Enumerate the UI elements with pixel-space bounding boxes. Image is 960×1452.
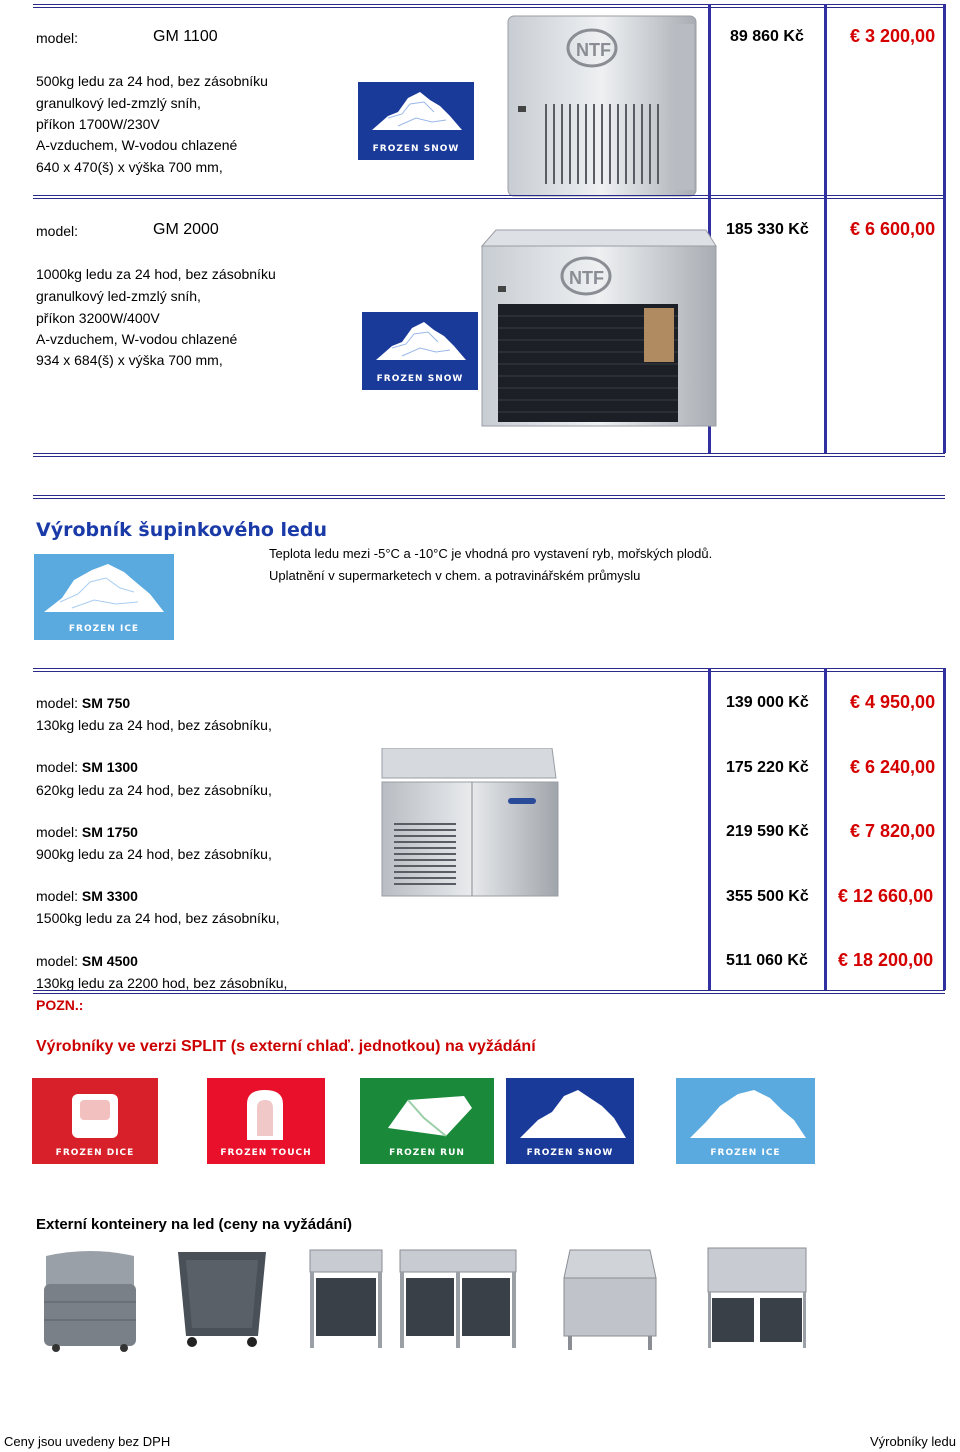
footer-left: Ceny jsou uvedeny bez DPH [4, 1434, 171, 1449]
container-bin-image [40, 1246, 140, 1357]
price-eur: € 12 660,00 [838, 886, 934, 906]
sm-model-desc: 900kg ledu za 24 hod, bez zásobníku, [36, 846, 272, 862]
svg-text:NTF: NTF [569, 268, 604, 288]
note-label: POZN.: [36, 997, 84, 1013]
logo-label: FROZEN DICE [55, 1148, 135, 1158]
section-title: Výrobník šupinkového ledu [36, 519, 328, 541]
row-divider [33, 453, 945, 457]
frozen-snow-logo [506, 1078, 634, 1164]
spec-line: 1000kg ledu za 24 hod, bez zásobníku [36, 266, 276, 282]
row-divider [33, 195, 945, 199]
sm-machine-image [376, 748, 566, 903]
sm-model-row: model: SM 1750 [36, 824, 138, 840]
price-czk: 511 060 Kč [726, 952, 808, 969]
footer-right: Výrobníky ledu [870, 1434, 956, 1449]
sm-model-row: model: SM 3300 [36, 888, 138, 904]
column-divider [943, 4, 946, 195]
flake-desc: Uplatnění v supermarketech v chem. a potravinářském průmyslu [269, 568, 641, 583]
sm-model-row: model: SM 1300 [36, 759, 138, 775]
frozen-snow-logo [358, 82, 474, 160]
container-large-stand-image [704, 1246, 810, 1355]
container-storage-bin-image [560, 1246, 660, 1357]
containers-title: Externí konteinery na led (ceny na vyžádání) [36, 1216, 352, 1233]
logo-label: FROZEN ICE [68, 624, 140, 634]
frozen-dice-logo [32, 1078, 158, 1164]
price-czk: 355 500 Kč [726, 888, 809, 905]
flake-desc: Teplota ledu mezi -5°C a -10°C je vhodná pro vystavení ryb, mořských plodů. [269, 546, 713, 561]
spec-line: A-vzduchem, W-vodou chlazené [36, 331, 238, 347]
container-double-stand-image [396, 1246, 520, 1355]
container-stand-image [306, 1246, 386, 1355]
column-divider [824, 668, 827, 990]
sm-model-desc: 130kg ledu za 24 hod, bez zásobníku, [36, 717, 272, 733]
price-czk: 175 220 Kč [726, 759, 809, 776]
price-eur: € 3 200,00 [850, 26, 936, 46]
sm-model-desc: 620kg ledu za 24 hod, bez zásobníku, [36, 782, 272, 798]
spec-line: 500kg ledu za 24 hod, bez zásobníku [36, 73, 268, 89]
column-divider [824, 195, 827, 453]
sm-model-desc: 130kg ledu za 2200 hod, bez zásobníku, [36, 975, 288, 991]
model-label: model: [36, 30, 79, 46]
container-cart-image [172, 1246, 272, 1355]
split-title: Výrobníky ve verzi SPLIT (s externí chlaď. jednotkou) na vyžádání [36, 1038, 536, 1055]
logo-label: FROZEN SNOW [526, 1148, 614, 1158]
frozen-ice-logo [676, 1078, 815, 1164]
section-divider [33, 668, 945, 672]
frozen-run-logo [360, 1078, 494, 1164]
price-eur: € 18 200,00 [838, 950, 934, 970]
svg-text:NTF: NTF [576, 40, 611, 60]
model-name: GM 1100 [153, 28, 218, 45]
sm-model-desc: 1500kg ledu za 24 hod, bez zásobníku, [36, 910, 280, 926]
spec-line: granulkový led-zmzlý sníh, [36, 288, 201, 304]
logo-label: FROZEN SNOW [372, 144, 460, 154]
column-divider [943, 195, 946, 453]
logo-label: FROZEN SNOW [376, 374, 464, 384]
gm2000-machine-image [478, 226, 718, 437]
price-czk: 139 000 Kč [726, 694, 809, 711]
model-label: model: [36, 223, 79, 239]
column-divider [824, 4, 827, 195]
gm1100-machine-image [506, 14, 700, 205]
section-divider [33, 495, 945, 499]
price-eur: € 4 950,00 [850, 692, 936, 712]
column-divider [708, 668, 711, 990]
spec-line: A-vzduchem, W-vodou chlazené [36, 137, 238, 153]
frozen-touch-logo [207, 1078, 325, 1164]
model-name: GM 2000 [153, 221, 219, 238]
price-eur: € 7 820,00 [850, 821, 936, 841]
price-czk: 219 590 Kč [726, 823, 809, 840]
logo-label: FROZEN ICE [710, 1148, 781, 1158]
logo-label: FROZEN RUN [389, 1148, 465, 1158]
top-border [33, 4, 945, 8]
spec-line: granulkový led-zmzlý sníh, [36, 95, 201, 111]
price-czk: 89 860 Kč [730, 28, 804, 45]
frozen-ice-logo [34, 554, 174, 640]
column-divider [708, 4, 711, 195]
section-divider [33, 990, 945, 994]
price-eur: € 6 600,00 [850, 219, 936, 239]
sm-model-row: model: SM 4500 [36, 953, 138, 969]
spec-line: příkon 3200W/400V [36, 310, 160, 326]
price-czk: 185 330 Kč [726, 221, 809, 238]
spec-line: příkon 1700W/230V [36, 116, 160, 132]
logo-label: FROZEN TOUCH [220, 1148, 312, 1158]
column-divider [943, 668, 946, 990]
sm-model-row: model: SM 750 [36, 695, 131, 711]
spec-line: 640 x 470(š) x výška 700 mm, [36, 159, 223, 175]
price-eur: € 6 240,00 [850, 757, 936, 777]
spec-line: 934 x 684(š) x výška 700 mm, [36, 352, 223, 368]
frozen-snow-logo [362, 312, 478, 390]
